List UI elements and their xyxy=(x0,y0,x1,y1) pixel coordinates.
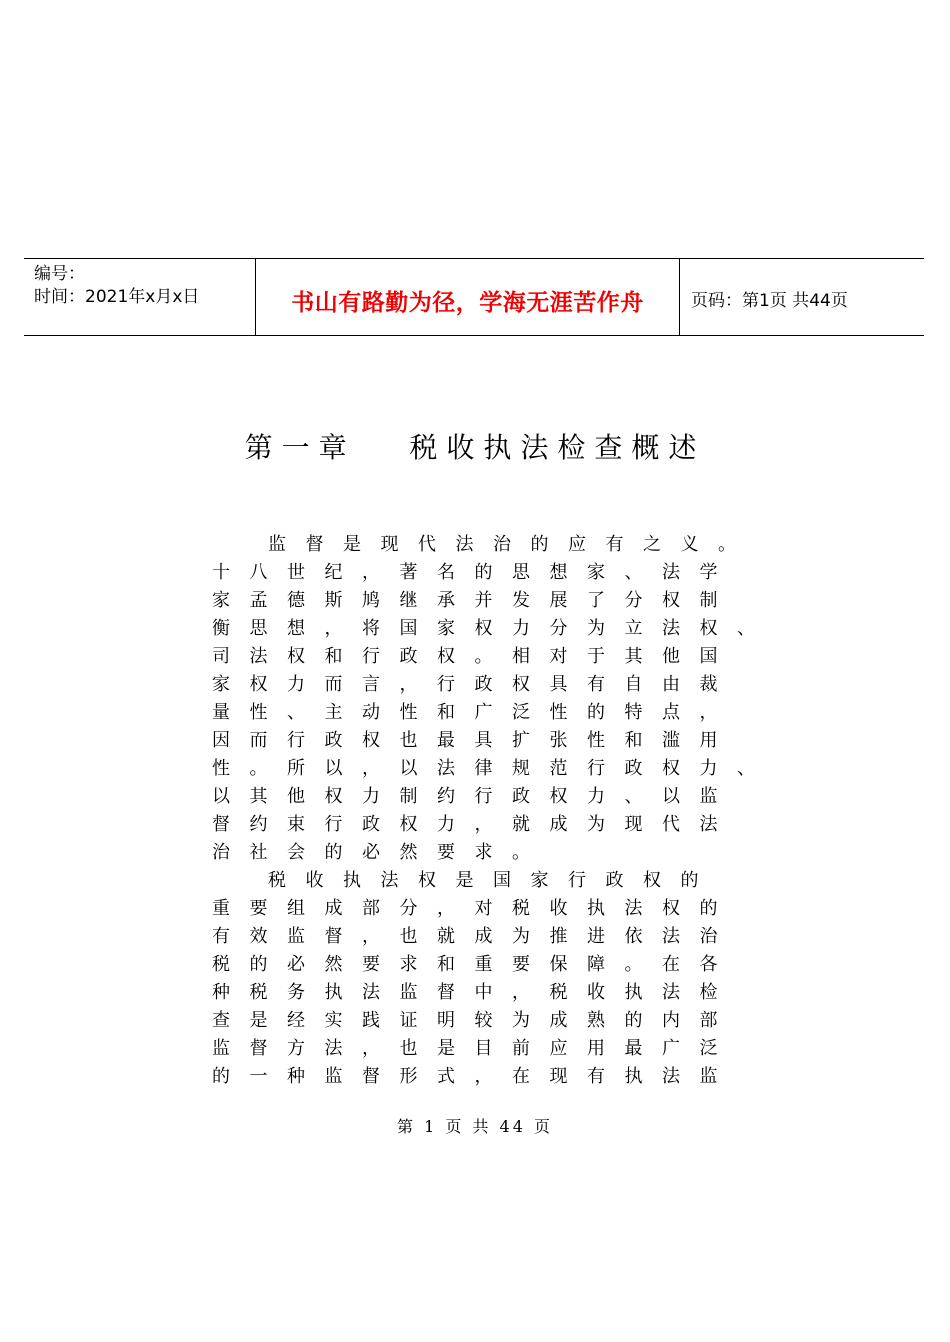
body-line: 十 八 世 纪 ， 著 名 的 思 想 家 、 法 学 xyxy=(212,562,718,583)
body-line: 有 效 监 督 ， 也 就 成 为 推 进 依 法 治 xyxy=(212,926,718,947)
body-line: 监 督 方 法 ， 也 是 目 前 应 用 最 广 泛 xyxy=(212,1038,718,1059)
body-line: 查 是 经 实 践 证 明 较 为 成 熟 的 内 部 xyxy=(212,1010,718,1031)
body-line: 家 孟 德 斯 鸠 继 承 并 发 展 了 分 权 制 xyxy=(212,590,718,611)
time-label: 时间：2021年x月x日 xyxy=(34,287,200,307)
body-line: 督 约 束 行 政 权 力 ， 就 成 为 现 代 法 xyxy=(212,814,718,835)
body-line: 税 的 必 然 要 求 和 重 要 保 障 。 在 各 xyxy=(212,954,718,975)
page-info: 页码：第1页 共44页 xyxy=(691,290,848,311)
page-footer: 第 1 页 共 44 页 xyxy=(397,1117,553,1136)
number-label: 编号： xyxy=(34,264,85,284)
body-line: 衡 思 想 ， 将 国 家 权 力 分 为 立 法 权 、 xyxy=(212,618,755,639)
body-line: 监 督 是 现 代 法 治 的 应 有 之 义 。 xyxy=(268,534,736,555)
body-line: 因 而 行 政 权 也 最 具 扩 张 性 和 滥 用 xyxy=(212,730,718,751)
motto: 书山有路勤为径，学海无涯苦作舟 xyxy=(255,259,680,335)
body-line: 家 权 力 而 言 ， 行 政 权 具 有 自 由 裁 xyxy=(212,674,718,695)
body-line: 的 一 种 监 督 形 式 ， 在 现 有 执 法 监 xyxy=(212,1066,718,1087)
body-line: 司 法 权 和 行 政 权 。 相 对 于 其 他 国 xyxy=(212,646,718,667)
body-line: 种 税 务 执 法 监 督 中 ， 税 收 执 法 检 xyxy=(212,982,718,1003)
chapter-title: 第一章 税收执法检查概述 xyxy=(244,431,706,464)
header-table xyxy=(24,258,924,336)
body-line: 量 性 、 主 动 性 和 广 泛 性 的 特 点 ， xyxy=(212,702,718,723)
body-line: 税 收 执 法 权 是 国 家 行 政 权 的 xyxy=(268,870,699,891)
body-line: 重 要 组 成 部 分 ， 对 税 收 执 法 权 的 xyxy=(212,898,718,919)
body-text xyxy=(212,531,775,1091)
body-line: 性 。 所 以 ， 以 法 律 规 范 行 政 权 力 、 xyxy=(212,758,755,779)
body-line: 以 其 他 权 力 制 约 行 政 权 力 、 以 监 xyxy=(212,786,718,807)
header-left-cell xyxy=(24,259,255,335)
body-line: 治 社 会 的 必 然 要 求 。 xyxy=(212,842,530,863)
